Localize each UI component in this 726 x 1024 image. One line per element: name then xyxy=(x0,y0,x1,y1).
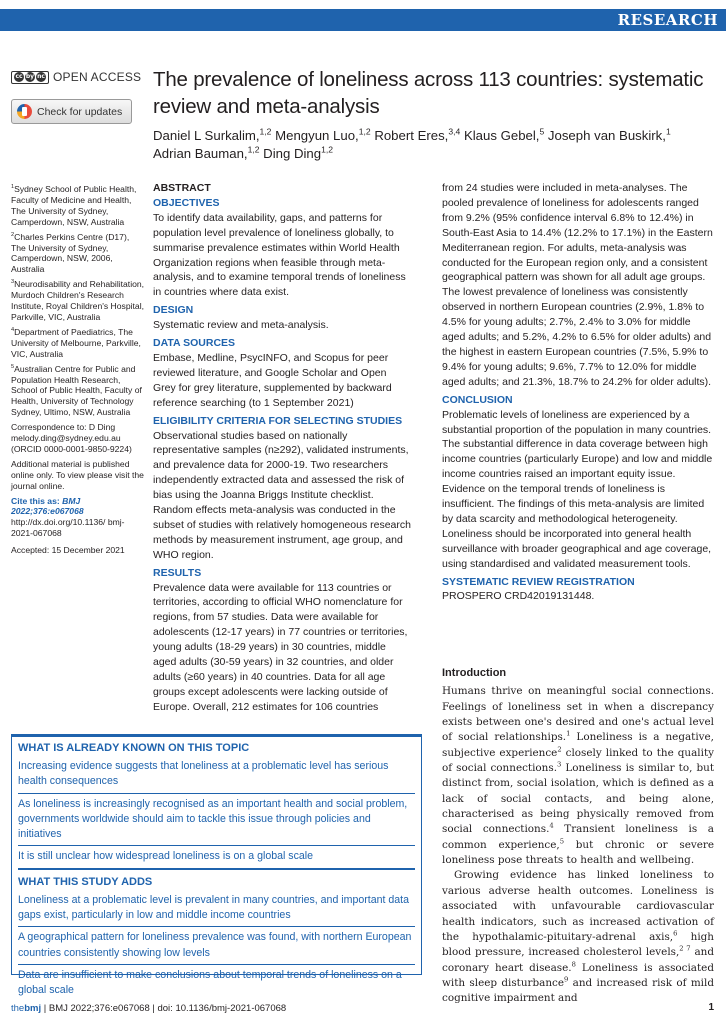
reference-number[interactable]: 5 xyxy=(559,837,565,846)
introduction-heading: Introduction xyxy=(442,667,507,679)
author-affiliation-number: 1,2 xyxy=(321,144,334,155)
additional-material-note: Additional material is published online only. To view please visit the journal online. xyxy=(11,458,144,491)
intro-text: closely linked to the quality of social connections. xyxy=(442,746,714,775)
author-name: Joseph van Buskirk, xyxy=(544,128,666,143)
citation-block xyxy=(11,496,146,540)
author-name: Klaus Gebel, xyxy=(460,128,540,143)
affiliation-number: 2 xyxy=(11,231,15,238)
affiliation-text: Department of Paediatrics, The University of Melbourne, Parkville, VIC, Australia xyxy=(11,326,141,359)
data-sources-text: Embase, Medline, PsycINFO, and Scopus for peer reviewed literature, and Google Scholar and Open Grey for grey literature, supplemented by backward reference searching (to 1 September 2021) xyxy=(153,351,392,409)
reference-number[interactable]: 1 xyxy=(566,729,571,738)
nc-icon: nc xyxy=(37,73,45,80)
creative-commons-icon xyxy=(11,71,49,84)
affiliation-number: 3 xyxy=(11,279,15,286)
registration-heading: SYSTEMATIC REVIEW REGISTRATION xyxy=(442,575,635,588)
eligibility-text: Observational studies based on nationally representative samples (n≥292), validated instruments, and prevalence data for 2000-19. Two researchers independently extracted data and assessed the risk of bias using the Joanna Briggs Institute checklist. Random effects meta-analysis was conducted in the subset of studies with relatively homogeneous research methods by measurement instrument, age group, and WHO region. xyxy=(153,429,411,561)
accepted-date: Accepted: 15 December 2021 xyxy=(11,545,125,556)
design-text: Systematic review and meta-analysis. xyxy=(153,319,329,332)
intro-text: but chronic or severe loneliness pose threats to health and wellbeing. xyxy=(442,838,715,867)
adds-heading: WHAT THIS STUDY ADDS xyxy=(18,875,153,888)
author-line-1 xyxy=(153,127,713,145)
author-affiliation-number: 1,2 xyxy=(259,126,272,137)
author-list xyxy=(153,127,713,163)
reference-number[interactable]: 2 7 xyxy=(679,944,691,953)
page-footer xyxy=(11,1003,286,1014)
affiliation-text: Charles Perkins Centre (D17), The University of Sydney, Camperdown, NSW, 2006, Australia xyxy=(11,231,130,275)
correspondence: Correspondence to: D Ding melody.ding@sydney.edu.au (ORCID 0000-0001-9850-9224) xyxy=(11,422,132,454)
footer-citation: | BMJ 2022;376:e067068 | doi: 10.1136/bmj-2021-067068 xyxy=(41,1003,287,1014)
affiliation-number: 4 xyxy=(11,327,15,334)
check-for-updates-label: Check for updates xyxy=(37,105,123,118)
cite-label: Cite this as: xyxy=(11,495,63,506)
page-number: 1 xyxy=(708,1002,714,1013)
journal-logo-the: the xyxy=(11,1003,25,1014)
reference-number[interactable]: 4 xyxy=(549,821,554,830)
intro-text: and increased risk of mild cognitive impairment and xyxy=(442,976,714,1005)
affiliation-text: Sydney School of Public Health, Faculty of Medicine and Health, The University of Sydney, Camperdown, NSW, Australia xyxy=(11,184,137,227)
section-label: RESEARCH xyxy=(617,11,718,29)
crossmark-icon xyxy=(17,104,32,119)
intro-text: Growing evidence has linked loneliness to various adverse health outcomes. Loneliness is associated with unfavourable cardiovascular health indicators, such as increased activation of the hypothalamic-pituitary-adrenal axis, xyxy=(442,869,714,943)
reference-number[interactable]: 6 xyxy=(673,929,678,938)
data-sources-heading: DATA SOURCES xyxy=(153,337,236,350)
intro-text: Transient loneliness is a common experience, xyxy=(442,823,714,851)
intro-text: Loneliness is a negative, subjective experience xyxy=(442,731,714,759)
author-name: Daniel L Surkalim, xyxy=(153,128,260,143)
affiliation-number: 5 xyxy=(11,363,15,370)
abstract-right-column xyxy=(442,181,714,604)
adds-item: Loneliness at a problematic level is prevalent in many countries, and important data gaps exist, particularly in low and middle income countries xyxy=(18,893,415,928)
intro-text: high blood pressure, increased cholesterol levels, xyxy=(442,930,714,959)
adds-item: Data are insufficient to make conclusions about temporal trends of loneliness on a global scale xyxy=(18,968,402,997)
results-heading: RESULTS xyxy=(153,566,202,579)
eligibility-heading: ELIGIBILITY CRITERIA FOR SELECTING STUDIES xyxy=(153,414,403,427)
registration-text: PROSPERO CRD42019131448. xyxy=(442,590,595,603)
adds-item: A geographical pattern for loneliness prevalence was found, with northern European countries consistently showing low levels xyxy=(18,930,415,965)
reference-number[interactable]: 9 xyxy=(564,975,569,984)
results-text-left: Prevalence data were available for 113 countries or territories, according to official WHO nomenclature for regions, from 57 studies. Data were available for adolescents (12-17 years) in 77 countries or territories, young adults (18-29 years) in 30 countries, middle aged adults (30-59 years) in 32 countries, and older adults (≥60 years) in 40 countries. Data for all age groups except adolescents were lacking outside of Europe. Overall, 212 estimates for 106 countries xyxy=(153,581,408,713)
known-item: It is still unclear how widespread loneliness is on a global scale xyxy=(18,849,415,869)
check-for-updates-button[interactable] xyxy=(11,99,132,124)
affiliations xyxy=(11,184,146,560)
reference-number[interactable]: 8 xyxy=(571,960,576,969)
author-affiliation-number: 3,4 xyxy=(448,126,461,137)
author-name: Ding Ding xyxy=(259,146,322,161)
introduction-paragraph xyxy=(442,868,714,1006)
author-name: Mengyun Luo, xyxy=(271,128,359,143)
design-heading: DESIGN xyxy=(153,304,194,317)
reference-number[interactable]: 3 xyxy=(557,760,562,769)
abstract-left-column xyxy=(153,181,411,715)
author-affiliation-number: 1,2 xyxy=(247,144,260,155)
intro-text: Humans thrive on meaningful social connections. Feelings of loneliness set in when a discrepancy exists between one's desired and one's actual level of social relationships. xyxy=(442,685,714,744)
results-text-right: from 24 studies were included in meta-analyses. The pooled prevalence of loneliness for adolescents ranged from 9.2% (95% confidence interval 6.8% to 12.4%) in South-East Asia to 14.4% (12.2% to 17.1%) in the Eastern Mediterranean region. For adults, meta-analysis was conducted for the European region only, and a consistent geographical pattern was shown for all adult age groups. The lowest prevalence of loneliness was consistently observed in northern European countries (2.9%, 1.8% to 4.5% for young adults; 2.7%, 2.4% to 3.0% for middle aged adults; and 5.2%, 4.2% to 6.5% for older adults) and the highest in eastern European countries (7.5%, 5.9% to 9.4% for young adults; 9.6%, 7.7% to 12.0% for middle aged adults; and 21.3%, 18.7% to 24.2% for older adults). xyxy=(442,182,713,388)
reference-number[interactable]: 2 xyxy=(557,745,562,754)
affiliation-item xyxy=(11,327,146,360)
open-access-label: OPEN ACCESS xyxy=(53,70,142,84)
intro-text: and coronary heart disease. xyxy=(442,946,714,974)
author-affiliation-number: 1,2 xyxy=(358,126,371,137)
by-icon: by xyxy=(25,73,35,80)
author-line-2 xyxy=(153,145,713,163)
journal-logo-bmj: bmj xyxy=(24,1003,42,1014)
article-title: The prevalence of loneliness across 113 countries: systematic review and meta-analysis xyxy=(153,68,704,118)
objectives-heading: OBJECTIVES xyxy=(153,196,220,209)
intro-text: Loneliness is similar to, but distinct from, social isolation, which is defined as a lack of social contacts, and being alone, characterised as being physically removed from social connections. xyxy=(442,762,715,836)
intro-text: Loneliness is associated with sleep disturbance xyxy=(442,961,714,989)
cc-icon: cc xyxy=(15,73,23,80)
doi-link[interactable]: http://dx.doi.org/10.1136/ bmj-2021-067068 xyxy=(11,517,125,539)
objectives-text: To identify data availability, gaps, and patterns for population level prevalence of loneliness globally, to summarise prevalence estimates within World Health Organization regions when feasible through meta-analysis, and to examine temporal trends of loneliness in countries where data exist. xyxy=(153,211,406,299)
author-name: Adrian Bauman, xyxy=(153,146,248,161)
known-item: As loneliness is increasingly recognised as an important health and social problem, governments worldwide should aim to tackle this issue through policies and initiatives xyxy=(18,797,415,847)
affiliation-item xyxy=(11,364,146,419)
known-heading: WHAT IS ALREADY KNOWN ON THIS TOPIC xyxy=(18,742,250,754)
known-item: Increasing evidence suggests that loneliness at a problematic level has serious health consequences xyxy=(18,759,415,794)
conclusion-heading: CONCLUSION xyxy=(442,393,513,406)
open-access-badge[interactable] xyxy=(11,70,141,84)
introduction-section xyxy=(442,666,714,1007)
author-affiliation-number: 5 xyxy=(539,126,545,137)
conclusion-text: Problematic levels of loneliness are experienced by a substantial proportion of the population in many countries. The substantial difference in data coverage between high income countries (particularly Europe) and low and middle income countries raised an important equity issue. Evidence on the temporal trends of loneliness is insufficient. The findings of this meta-analysis are limited by data scarcity and methodological heterogeneity. Loneliness should be incorporated into general health surveillance with broader geographical and age coverage, using standardised and validated measurement tools. xyxy=(442,408,713,570)
author-name: Robert Eres, xyxy=(370,128,449,143)
affiliation-item xyxy=(11,232,146,276)
affiliation-text: Australian Centre for Public and Population Health Research, School of Public Health, Faculty of Health, University of Technology Sydney, Ultimo, NSW, Australia xyxy=(11,363,142,418)
author-affiliation-number: 1 xyxy=(665,126,671,137)
affiliation-list xyxy=(11,184,146,418)
abstract-heading: ABSTRACT xyxy=(153,182,211,194)
affiliation-item xyxy=(11,184,146,228)
affiliation-number: 1 xyxy=(11,184,15,191)
summary-box xyxy=(11,734,422,997)
affiliation-item xyxy=(11,279,146,323)
introduction-paragraph xyxy=(442,684,714,868)
cite-ref: BMJ 2022;376:e067068 xyxy=(11,495,84,517)
affiliation-text: Neurodisability and Rehabilitation, Murdoch Children's Research Institute, Royal Children's Hospital, Parkville, VIC, Australia xyxy=(11,279,145,322)
